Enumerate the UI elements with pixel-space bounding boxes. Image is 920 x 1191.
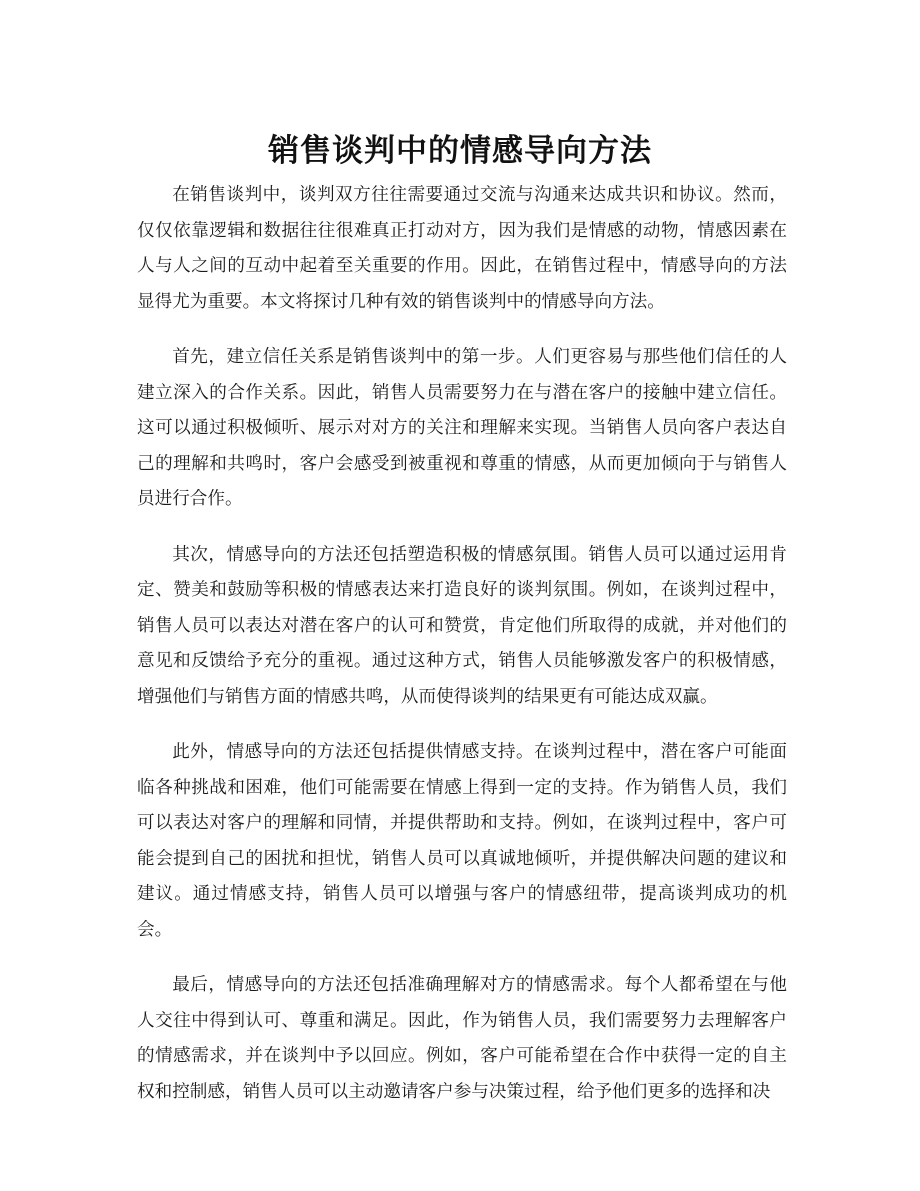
paragraph-atmosphere: 其次，情感导向的方法还包括塑造积极的情感氛围。销售人员可以通过运用肯定、赞美和鼓励等积极的情感表达来打造良好的谈判氛围。例如，在谈判过程中，销售人员可以表达对潜在客户的认可和赞赏，肯定他们所取得的成就，并对他们的意见和反馈给予充分的重视。通过这种方式，销售人员能够激发客户的积极情感，增强他们与销售方面的情感共鸣，从而使得谈判的结果更有可能达成双赢。 bbox=[137, 544, 787, 707]
document-title: 销售谈判中的情感导向方法 bbox=[268, 132, 652, 169]
paragraph-support: 此外，情感导向的方法还包括提供情感支持。在谈判过程中，潜在客户可能面临各种挑战和困难，他们可能需要在情感上得到一定的支持。作为销售人员，我们可以表达对客户的理解和同情，并提供帮助和支持。例如，在谈判过程中，客户可能会提到自己的困扰和担忧，销售人员可以真诚地倾听，并提供解决问题的建议和建议。通过情感支持，销售人员可以增强与客户的情感纽带，提高谈判成功的机会。 bbox=[137, 742, 787, 940]
paragraph-trust: 首先，建立信任关系是销售谈判中的第一步。人们更容易与那些他们信任的人建立深入的合作关系。因此，销售人员需要努力在与潜在客户的接触中建立信任。这可以通过积极倾听、展示对对方的关注和理解来实现。当销售人员向客户表达自己的理解和共鸣时，客户会感受到被重视和尊重的情感，从而更加倾向于与销售人员进行合作。 bbox=[137, 347, 787, 509]
paragraph-intro: 在销售谈判中，谈判双方往往需要通过交流与沟通来达成共识和协议。然而，仅仅依靠逻辑和数据往往很难真正打动对方，因为我们是情感的动物，情感因素在人与人之间的互动中起着至关重要的作用。因此，在销售过程中，情感导向的方法显得尤为重要。本文将探讨几种有效的销售谈判中的情感导向方法。 bbox=[137, 185, 787, 312]
document-body bbox=[137, 178, 787, 1130]
paragraph-needs: 最后，情感导向的方法还包括准确理解对方的情感需求。每个人都希望在与他人交往中得到认可、尊重和满足。因此，作为销售人员，我们需要努力去理解客户的情感需求，并在谈判中予以回应。例如，客户可能希望在合作中获得一定的自主权和控制感，销售人员可以主动邀请客户参与决策过程，给予他们更多的选择和决 bbox=[137, 975, 787, 1102]
